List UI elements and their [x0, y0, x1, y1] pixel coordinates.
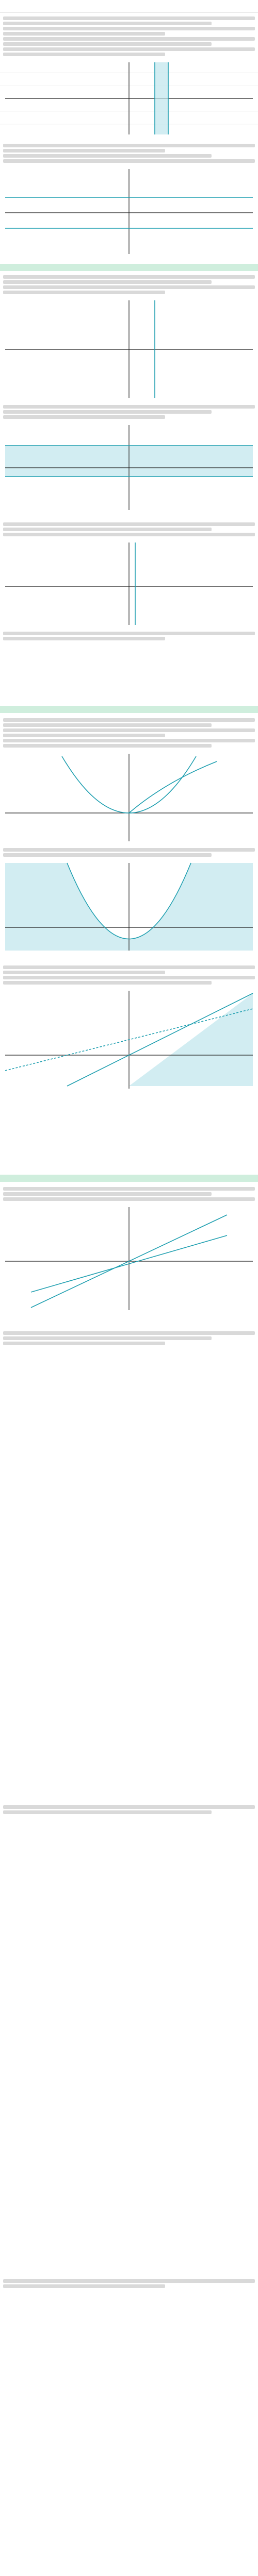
coordinate-plane-diagram [0, 1205, 258, 1313]
coordinate-plane-diagram [0, 422, 258, 513]
text-line [3, 154, 212, 158]
highlight-band [0, 264, 258, 271]
text-line [3, 275, 255, 279]
text-line [3, 522, 255, 526]
text-line [3, 632, 255, 635]
text-line [3, 1336, 212, 1340]
text-line [3, 853, 212, 857]
text-line [3, 410, 212, 414]
text-line [3, 415, 165, 419]
section-1 [0, 14, 258, 138]
text-line [3, 971, 165, 974]
coordinate-plane-diagram [0, 860, 258, 953]
shaded-region [155, 62, 168, 134]
text-line [3, 42, 212, 46]
section-5 [0, 716, 258, 958]
text-line [3, 47, 255, 51]
text-line [3, 1187, 255, 1191]
text-line [3, 149, 165, 152]
section-9 [0, 1803, 258, 2267]
text-line [3, 1342, 165, 1345]
text-line [3, 1805, 255, 1809]
text-line [3, 744, 212, 748]
text-line [3, 280, 212, 284]
text-line [3, 22, 212, 25]
section-10 [0, 2277, 258, 2576]
text-line [3, 144, 255, 147]
text-line [3, 533, 255, 536]
highlight-band [0, 706, 258, 713]
text-line [3, 405, 255, 409]
coordinate-plane-diagram [0, 751, 258, 844]
text-line [3, 53, 165, 56]
top-bar [0, 0, 258, 13]
text-line [3, 37, 255, 41]
text-line [3, 159, 255, 163]
text-line [3, 965, 255, 969]
text-line [3, 723, 212, 727]
text-line [3, 739, 255, 742]
coordinate-plane-diagram [0, 166, 258, 257]
coordinate-plane-diagram [0, 60, 258, 137]
text-line [3, 1192, 212, 1196]
text-line [3, 291, 165, 294]
section-8 [0, 1329, 258, 1793]
section-6 [0, 963, 258, 1170]
section-3 [0, 273, 258, 515]
coordinate-plane-diagram [0, 988, 258, 1091]
text-line [3, 734, 165, 737]
section-2 [0, 142, 258, 260]
text-line [3, 976, 255, 979]
text-line [3, 2284, 165, 2288]
coordinate-plane-diagram [0, 540, 258, 628]
text-line [3, 1810, 212, 1814]
text-line [3, 728, 255, 732]
text-line [3, 848, 255, 852]
text-line [3, 2279, 255, 2283]
text-line [3, 27, 255, 30]
section-4 [0, 520, 258, 701]
highlight-band [0, 1175, 258, 1182]
coordinate-plane-diagram [0, 298, 258, 401]
text-line [3, 32, 165, 36]
text-line [3, 528, 212, 531]
text-line [3, 637, 165, 640]
text-line [3, 981, 212, 985]
text-line [3, 16, 255, 20]
text-line [3, 1331, 255, 1335]
section-7 [0, 1185, 258, 1319]
text-line [3, 718, 255, 722]
text-line [3, 1197, 255, 1201]
text-line [3, 285, 255, 289]
